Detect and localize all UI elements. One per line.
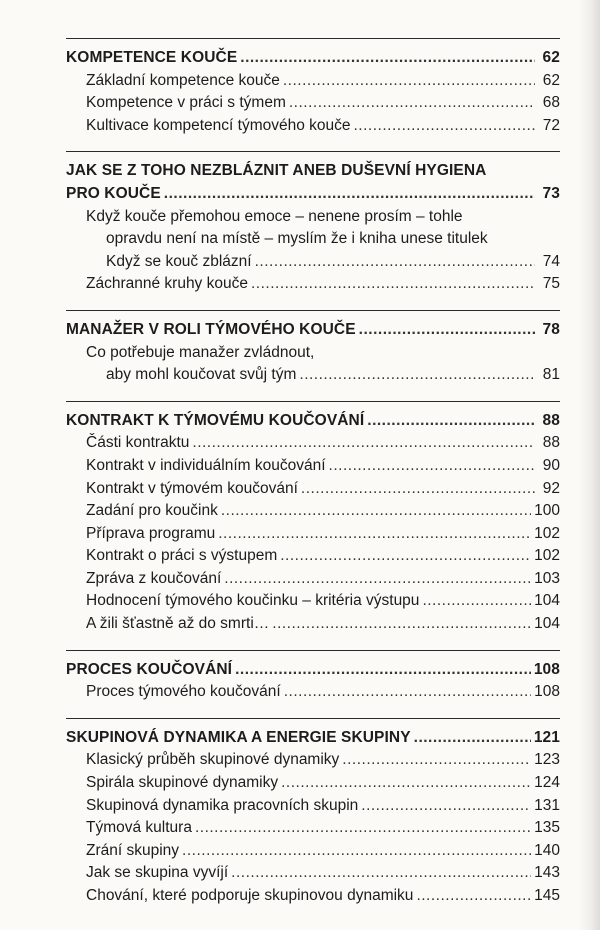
toc-entry-title: Spirála skupinové dynamiky [86, 774, 279, 792]
dot-leader [195, 817, 531, 840]
toc-subentry[interactable] [66, 772, 560, 795]
toc-subentry[interactable] [66, 206, 560, 229]
toc-subentry[interactable] [66, 681, 560, 704]
toc-entry-title: Když se kouč zblázní [106, 252, 252, 270]
dot-leader [182, 840, 531, 863]
toc-page-number: 131 [534, 796, 560, 814]
toc-entry-title: JAK SE Z TOHO NEZBLÁZNIT ANEB DUŠEVNÍ HYGIENA [66, 162, 487, 180]
toc-subentry[interactable] [66, 228, 560, 251]
dot-leader [251, 273, 535, 296]
toc-subentry[interactable] [66, 115, 560, 138]
toc-subentry[interactable] [66, 342, 560, 365]
toc-entry-title: aby mohl koučovat svůj tým [106, 366, 297, 384]
toc-page-number: 92 [542, 479, 560, 497]
toc-page-number: 88 [542, 411, 560, 429]
toc-page-number: 90 [542, 456, 560, 474]
toc-subentry[interactable] [66, 840, 560, 863]
toc-chapter-entry[interactable] [66, 727, 560, 750]
toc-page-number: 108 [534, 683, 560, 701]
toc-subentry[interactable] [66, 251, 560, 274]
dot-leader [359, 319, 535, 342]
toc-subentry[interactable] [66, 92, 560, 115]
toc-entry-title: Příprava programu [86, 524, 216, 542]
toc-entry-title: MANAŽER V ROLI TÝMOVÉHO KOUČE [66, 320, 356, 338]
toc-page-number: 102 [534, 547, 560, 565]
dot-leader [224, 568, 531, 591]
toc-page-number: 68 [542, 94, 560, 112]
toc-section [66, 401, 560, 636]
toc-chapter-entry[interactable] [66, 47, 560, 70]
toc-page-number: 75 [542, 275, 560, 293]
dot-leader [192, 432, 535, 455]
dot-leader [414, 727, 531, 750]
dot-leader [231, 862, 531, 885]
toc-entry-title: Zadání pro koučink [86, 502, 218, 520]
dot-leader [280, 545, 531, 568]
toc-page-number: 62 [542, 49, 560, 66]
toc-page-number: 140 [534, 841, 560, 859]
toc-page-number: 100 [534, 502, 560, 520]
toc-chapter-entry[interactable] [66, 160, 560, 183]
toc-page-number: 78 [542, 320, 560, 338]
toc-page-number: 143 [534, 864, 560, 882]
dot-leader [367, 410, 535, 433]
page-edge-shadow [578, 0, 600, 930]
dot-leader [299, 364, 535, 387]
toc-entry-title: Kontrakt v individuálním koučování [86, 456, 326, 474]
toc-page-number: 135 [534, 819, 560, 837]
dot-leader [301, 478, 535, 501]
toc-page-number: 72 [542, 116, 560, 134]
toc-entry-title: KOMPETENCE KOUČE [66, 49, 238, 66]
toc-entry-title: Hodnocení týmového koučinku – kritéria výstupu [86, 592, 420, 610]
toc-subentry[interactable] [66, 590, 560, 613]
toc-subentry[interactable] [66, 273, 560, 296]
toc-entry-title: Zrání skupiny [86, 841, 180, 859]
toc-page-number: 104 [534, 592, 560, 610]
table-of-contents [66, 38, 560, 922]
toc-subentry[interactable] [66, 500, 560, 523]
toc-subentry[interactable] [66, 432, 560, 455]
toc-subentry[interactable] [66, 455, 560, 478]
dot-leader [342, 749, 531, 772]
dot-leader [281, 772, 531, 795]
dot-leader [235, 659, 531, 682]
dot-leader [416, 885, 531, 908]
toc-subentry[interactable] [66, 364, 560, 387]
dot-leader [284, 681, 531, 704]
toc-page-number: 73 [542, 184, 560, 202]
dot-leader [255, 251, 535, 274]
toc-entry-title: PROCES KOUČOVÁNÍ [66, 660, 233, 678]
toc-chapter-entry[interactable] [66, 659, 560, 682]
toc-entry-title: Zpráva z koučování [86, 569, 222, 587]
dot-leader [218, 523, 531, 546]
dot-leader [164, 183, 535, 206]
dot-leader [221, 500, 531, 523]
toc-page-number: 108 [533, 660, 560, 678]
toc-entry-title: Záchranné kruhy kouče [86, 275, 248, 293]
dot-leader [354, 115, 536, 138]
dot-leader [272, 613, 531, 636]
toc-entry-title: SKUPINOVÁ DYNAMIKA A ENERGIE SKUPINY [66, 728, 411, 746]
toc-entry-title: PRO KOUČE [66, 184, 161, 202]
toc-section [66, 718, 560, 908]
dot-leader [289, 92, 535, 115]
dot-leader [240, 47, 535, 70]
toc-page-number: 74 [542, 252, 560, 270]
toc-section [66, 38, 560, 137]
toc-entry-title: Chování, které podporuje skupinovou dynamiku [86, 887, 414, 904]
toc-entry-title: Základní kompetence kouče [86, 71, 280, 89]
dot-leader [283, 70, 535, 93]
toc-entry-title: Skupinová dynamika pracovních skupin [86, 796, 359, 814]
toc-section [66, 650, 560, 704]
toc-section [66, 310, 560, 387]
toc-entry-title: Části kontraktu [86, 434, 190, 452]
toc-page-number: 88 [542, 434, 560, 452]
toc-entry-title: KONTRAKT K TÝMOVÉMU KOUČOVÁNÍ [66, 411, 365, 429]
toc-chapter-entry[interactable] [66, 319, 560, 342]
toc-page-number: 121 [533, 728, 560, 746]
toc-section [66, 151, 560, 296]
toc-subentry[interactable] [66, 523, 560, 546]
toc-subentry[interactable] [66, 817, 560, 840]
toc-entry-title: Proces týmového koučování [86, 683, 281, 701]
toc-page-number: 145 [534, 887, 560, 904]
toc-entry-title: A žili šťastně až do smrti… [86, 615, 270, 633]
toc-page-number: 62 [542, 71, 560, 89]
toc-entry-title: opravdu není na místě – myslím že i kniha unese titulek [106, 230, 488, 248]
toc-subentry[interactable] [66, 862, 560, 885]
toc-subentry[interactable] [66, 70, 560, 93]
toc-entry-title: Kontrakt v týmovém koučování [86, 479, 298, 497]
toc-subentry[interactable] [66, 613, 560, 636]
toc-entry-title: Kontrakt o práci s výstupem [86, 547, 278, 565]
toc-page-number: 81 [542, 366, 560, 384]
toc-subentry[interactable] [66, 885, 560, 908]
dot-leader [422, 590, 531, 613]
toc-entry-title: Klasický průběh skupinové dynamiky [86, 751, 340, 769]
toc-entry-title: Jak se skupina vyvíjí [86, 864, 229, 882]
toc-entry-title: Kultivace kompetencí týmového kouče [86, 116, 351, 134]
toc-entry-title: Když kouče přemohou emoce – nenene prosím – tohle [86, 207, 463, 225]
toc-page-number: 124 [534, 774, 560, 792]
toc-entry-title: Týmová kultura [86, 819, 192, 837]
toc-entry-title: Co potřebuje manažer zvládnout, [86, 343, 315, 361]
toc-subentry[interactable] [66, 795, 560, 818]
toc-chapter-entry[interactable] [66, 183, 560, 206]
toc-subentry[interactable] [66, 749, 560, 772]
toc-chapter-entry[interactable] [66, 410, 560, 433]
dot-leader [361, 795, 531, 818]
toc-subentry[interactable] [66, 478, 560, 501]
toc-subentry[interactable] [66, 545, 560, 568]
dot-leader [329, 455, 535, 478]
toc-subentry[interactable] [66, 568, 560, 591]
toc-entry-title: Kompetence v práci s týmem [86, 94, 286, 112]
toc-page-number: 104 [534, 615, 560, 633]
toc-page-number: 103 [534, 569, 560, 587]
toc-page-number: 102 [534, 524, 560, 542]
toc-page-number: 123 [534, 751, 560, 769]
